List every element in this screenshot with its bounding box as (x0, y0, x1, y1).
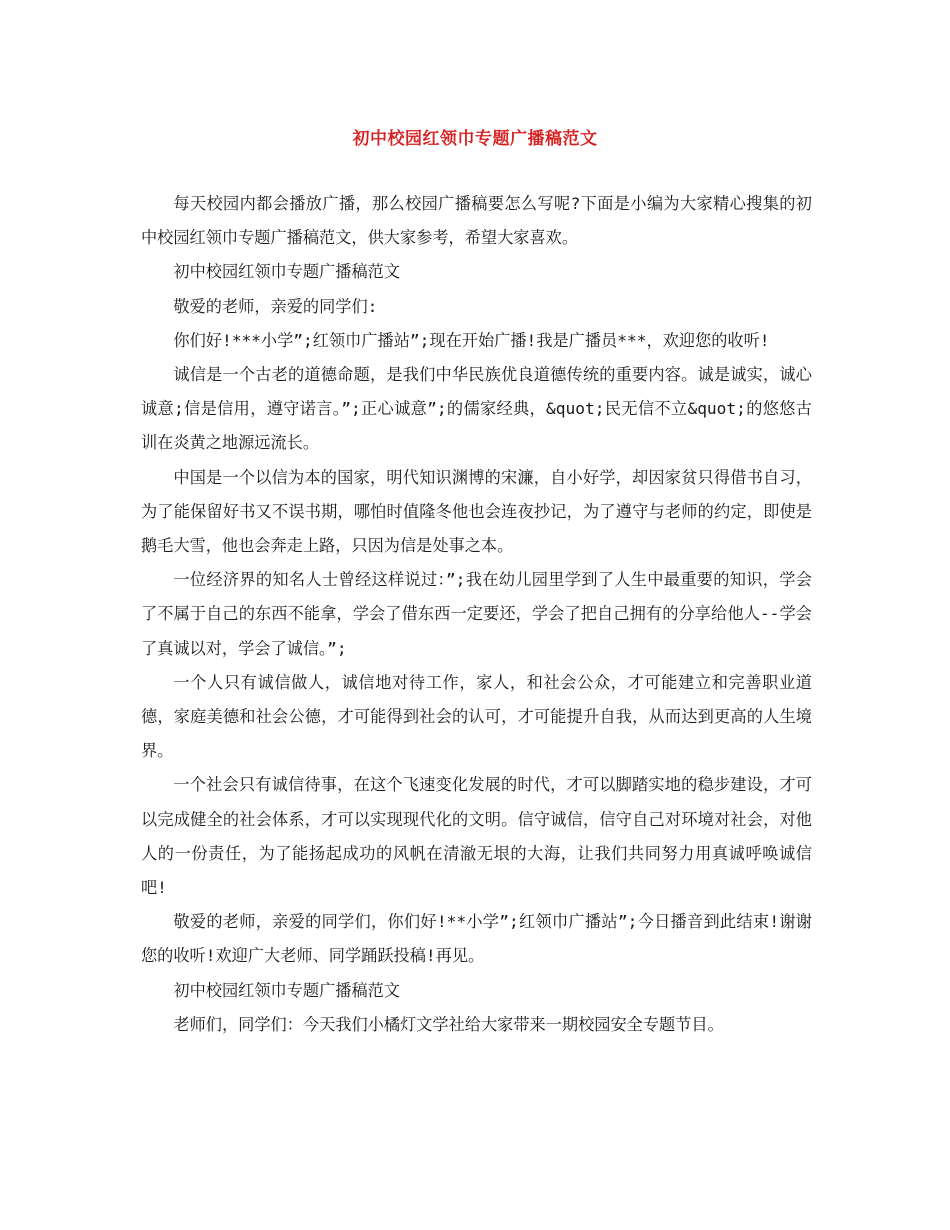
paragraph: 一个社会只有诚信待事，在这个飞速变化发展的时代，才可以脚踏实地的稳步建设，才可以完成健全的社会体系，才可以实现现代化的文明。信守诚信，信守自己对环境对社会，对他人的一份责任，为了能扬起成功的风帆在清澈无垠的大海，让我们共同努力用真诚呼唤诚信吧! (141, 775, 812, 898)
paragraph: 中国是一个以信为本的国家，明代知识渊博的宋濂，自小好学，却因家贫只得借书自习，为了能保留好书又不误书期，哪怕时值隆冬他也会连夜抄记，为了遵守与老师的约定，即使是鹅毛大雪，他也会奔走上路，只因为信是处事之本。 (141, 467, 812, 556)
paragraph: 一位经济界的知名人士曾经这样说过：”;我在幼儿园里学到了人生中最重要的知识，学会了不属于自己的东西不能拿，学会了借东西一定要还，学会了把自己拥有的分享给他人--学会了真诚以对，学会了诚信。”; (141, 570, 812, 658)
paragraph: 敬爱的老师，亲爱的同学们，你们好!**小学”;红领巾广播站”;今日播音到此结束!谢谢您的收听!欢迎广大老师、同学踊跃投稿!再见。 (141, 912, 812, 966)
document-title: 初中校园红领巾专题广播稿范文 (352, 129, 598, 149)
paragraph: 诚信是一个古老的道德命题，是我们中华民族优良道德传统的重要内容。诚是诚实，诚心诚意;信是信用，遵守诺言。”;正心诚意”;的儒家经典，&quot;民无信不立&quot;的悠悠古训在炎黄之地源远流长。 (141, 365, 812, 453)
paragraph: 你们好!***小学”;红领巾广播站”;现在开始广播!我是广播员***，欢迎您的收听! (173, 330, 770, 350)
paragraph: 初中校园红领巾专题广播稿范文 (173, 262, 401, 282)
paragraph: 一个人只有诚信做人，诚信地对待工作，家人，和社会公众，才可能建立和完善职业道德，家庭美德和社会公德，才可能得到社会的认可，才可能提升自我，从而达到更高的人生境界。 (141, 672, 812, 761)
paragraph: 每天校园内都会播放广播，那么校园广播稿要怎么写呢?下面是小编为大家精心搜集的初中校园红领巾专题广播稿范文，供大家参考，希望大家喜欢。 (141, 194, 812, 248)
document-body (141, 187, 812, 1042)
paragraph: 敬爱的老师，亲爱的同学们: (173, 296, 378, 316)
paragraph: 初中校园红领巾专题广播稿范文 (173, 980, 401, 1000)
paragraph: 老师们，同学们：今天我们小橘灯文学社给大家带来一期校园安全专题节目。 (173, 1014, 724, 1034)
